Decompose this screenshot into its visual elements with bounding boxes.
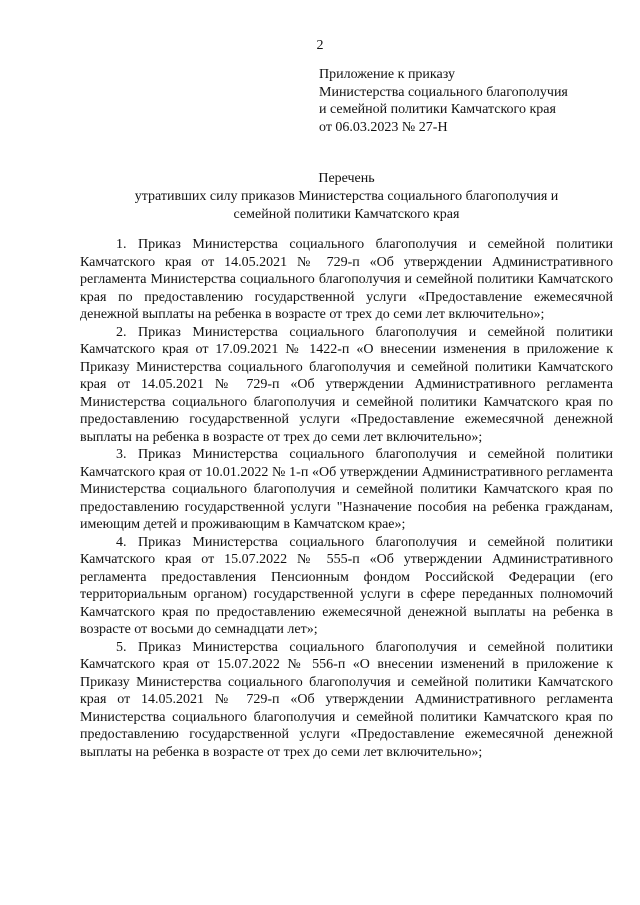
appendix-line: Приложение к приказу (319, 67, 455, 82)
title-line: семейной политики Камчатского края (233, 207, 460, 222)
appendix-line: и семейной политики Камчатского края (319, 102, 556, 117)
list-item: 4. Приказ Министерства социального благополучия и семейной политики Камчатского края от 15.07.2022 № 555-п «Об утверждении Административного регламента предоставления Пенсионным фондом Российской Федерации (его территориальным органом) государственной услуги в сфере переданных полномочий Камчатского края по предоставлению ежемесячной денежной выплаты на ребенка в возрасте от восьми до семнадцати лет»; (80, 534, 613, 637)
list-item: 5. Приказ Министерства социального благополучия и семейной политики Камчатского края от 15.07.2022 № 556-п «О внесении изменений в приложение к Приказу Министерства социального благополучия и семейной политики Камчатского края от 14.05.2021 № 729-п «Об утверждении Административного регламента Министерства социального благополучия и семейной политики Камчатского края по предоставлению государственной услуги «Предоставление ежемесячной денежной выплаты на ребенка в возрасте от трех до семи лет включительно»; (80, 639, 613, 760)
title-line: утративших силу приказов Министерства социального благополучия и (134, 189, 559, 204)
page-number: 2 (316, 38, 324, 53)
appendix-block (319, 66, 619, 136)
document-title (80, 170, 613, 224)
appendix-line: Министерства социального благополучия (319, 84, 568, 100)
list-item: 1. Приказ Министерства социального благополучия и семейной политики Камчатского края от 14.05.2021 № 729-п «Об утверждении Административного регламента Министерства социального благополучия и семейной политики Камчатского края по предоставлению государственной услуги «Предоставление ежемесячной денежной выплаты на ребенка в возрасте от трех до семи лет включительно»; (80, 237, 613, 322)
appendix-line: от 06.03.2023 № 27-Н (319, 119, 448, 135)
list-item: 2. Приказ Министерства социального благополучия и семейной политики Камчатского края от 17.09.2021 № 1422-п «О внесении изменения в приложение к Приказу Министерства социального благополучия и семейной политики Камчатского края от 14.05.2021 № 729-п «Об утверждении Административного регламента Министерства социального благополучия и семейной политики Камчатского края по предоставлению государственной услуги «Предоставление ежемесячной денежной выплаты на ребенка в возрасте от трех до семи лет включительно»; (80, 324, 613, 445)
document-body (80, 236, 613, 761)
title-heading: Перечень (318, 171, 375, 186)
list-item: 3. Приказ Министерства социального благополучия и семейной политики Камчатского края от 10.01.2022 № 1-п «Об утверждении Административного регламента Министерства социального благополучия и семейной политики Камчатского края по предоставлению государственной услуги "Назначение пособия на ребенка гражданам, имеющим детей и проживающим в Камчатском крае»; (80, 447, 613, 532)
